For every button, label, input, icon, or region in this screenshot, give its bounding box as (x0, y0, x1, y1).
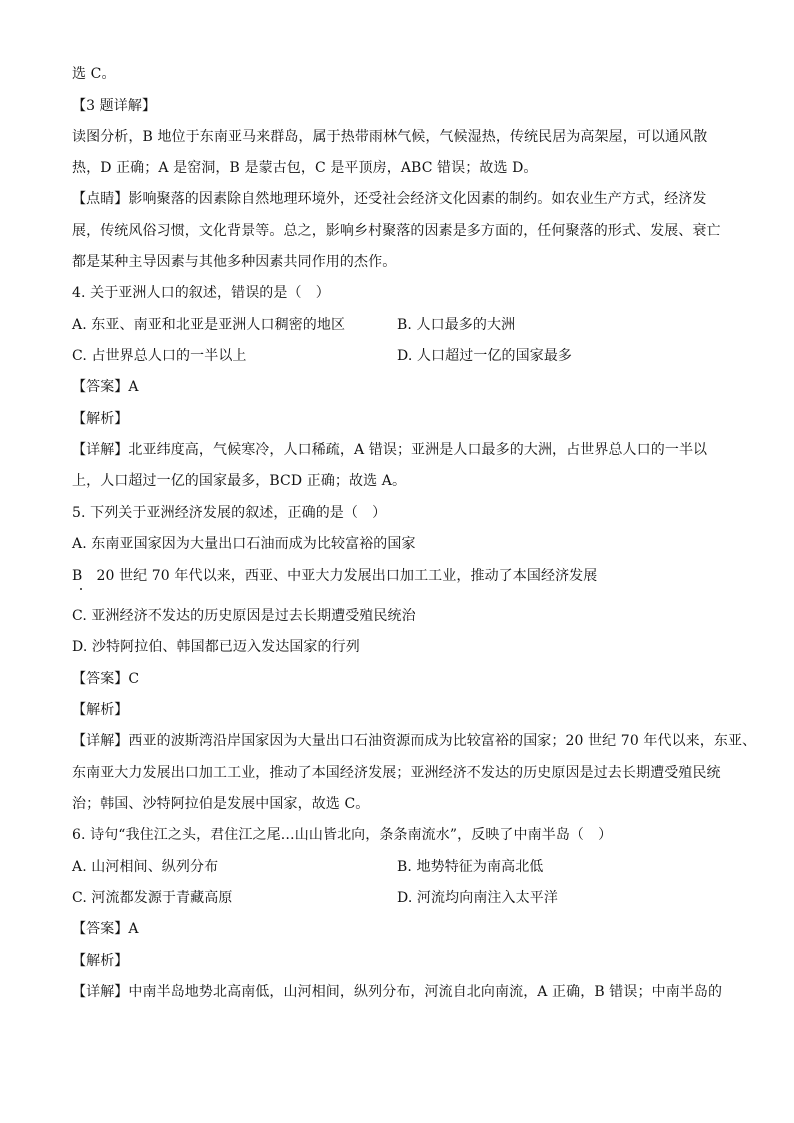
question-4-detail: 【详解】北亚纬度高，气候寒冷，人口稀疏，A 错误；亚洲是人口最多的大洲，占世界总人口的一半以 (72, 442, 708, 458)
question-5-answer: 【答案】C (72, 671, 140, 687)
question-4-option-d: D. 人口超过一亿的国家最多 (397, 348, 573, 364)
question-5-option-d: D. 沙特阿拉伯、韩国都已迈入发达国家的行列 (72, 639, 360, 655)
text-line: 展，传统风俗习惯，文化背景等。总之，影响乡村聚落的因素是多方面的，任何聚落的形式、发展、衰亡 (72, 223, 721, 239)
question-4-stem: 4. 关于亚洲人口的叙述，错误的是（ ） (72, 285, 330, 301)
question-4-option-c: C. 占世界总人口的一半以上 (72, 348, 247, 364)
question-6-option-a: A. 山河相间、纵列分布 (72, 859, 219, 875)
question-4-answer: 【答案】A (72, 379, 139, 395)
question-4-option-b: B. 人口最多的大洲 (397, 317, 516, 333)
question-5-stem: 5. 下列关于亚洲经济发展的叙述，正确的是（ ） (72, 505, 387, 521)
text-line: 热，D 正确；A 是窑洞，B 是蒙古包，C 是平顶房，ABC 错误；故选 D。 (72, 160, 538, 176)
text-line: 都是某种主导因素与其他多种因素共同作用的杰作。 (72, 254, 397, 270)
question-6-option-c: C. 河流都发源于青藏高原 (72, 890, 233, 906)
question-5-option-b: B 20 世纪 70 年代以来，西亚、中亚大力发展出口加工工业，推动了本国经济发展 (72, 568, 598, 584)
question-5-detail: 【详解】西亚的波斯湾沿岸国家因为大量出口石油资源而成为比较富裕的国家；20 世纪 70 年代以来，东亚、 (72, 733, 757, 749)
question-4-analysis-label: 【解析】 (72, 411, 129, 427)
question-5-option-a: A. 东南亚国家因为大量出口石油而成为比较富裕的国家 (72, 536, 416, 552)
section-heading: 【3 题详解】 (72, 98, 157, 114)
question-6-detail: 【详解】中南半岛地势北高南低，山河相间，纵列分布，河流自北向南流，A 正确，B 错误；中南半岛的 (72, 984, 723, 1000)
text-line: 读图分析，B 地位于东南亚马来群岛，属于热带雨林气候，气候湿热，传统民居为高架屋，可以通风散 (72, 129, 708, 145)
stray-dot-mark (80, 588, 82, 590)
text-line: 【点睛】影响聚落的因素除自然地理环境外，还受社会经济文化因素的制约。如农业生产方式，经济发 (72, 191, 707, 207)
question-5-analysis-label: 【解析】 (72, 702, 129, 718)
text-line: 选 C。 (72, 66, 116, 82)
question-6-option-b: B. 地势特征为南高北低 (397, 859, 544, 875)
question-5-detail: 东南亚大力发展出口加工工业，推动了本国经济发展；亚洲经济不发达的历史原因是过去长期遭受殖民统 (72, 765, 721, 781)
question-6-option-d: D. 河流均向南注入太平洋 (397, 890, 558, 906)
question-6-stem: 6. 诗句“我住江之头，君住江之尾…山山皆北向，条条南流水”，反映了中南半岛（ ） (72, 827, 613, 843)
question-5-option-c: C. 亚洲经济不发达的历史原因是过去长期遭受殖民统治 (72, 608, 416, 624)
question-6-answer: 【答案】A (72, 921, 139, 937)
question-6-analysis-label: 【解析】 (72, 953, 129, 969)
question-5-detail: 治；韩国、沙特阿拉伯是发展中国家，故选 C。 (72, 796, 370, 812)
question-4-detail: 上，人口超过一亿的国家最多，BCD 正确；故选 A。 (72, 473, 407, 489)
question-4-option-a: A. 东亚、南亚和北亚是亚洲人口稠密的地区 (72, 317, 346, 333)
